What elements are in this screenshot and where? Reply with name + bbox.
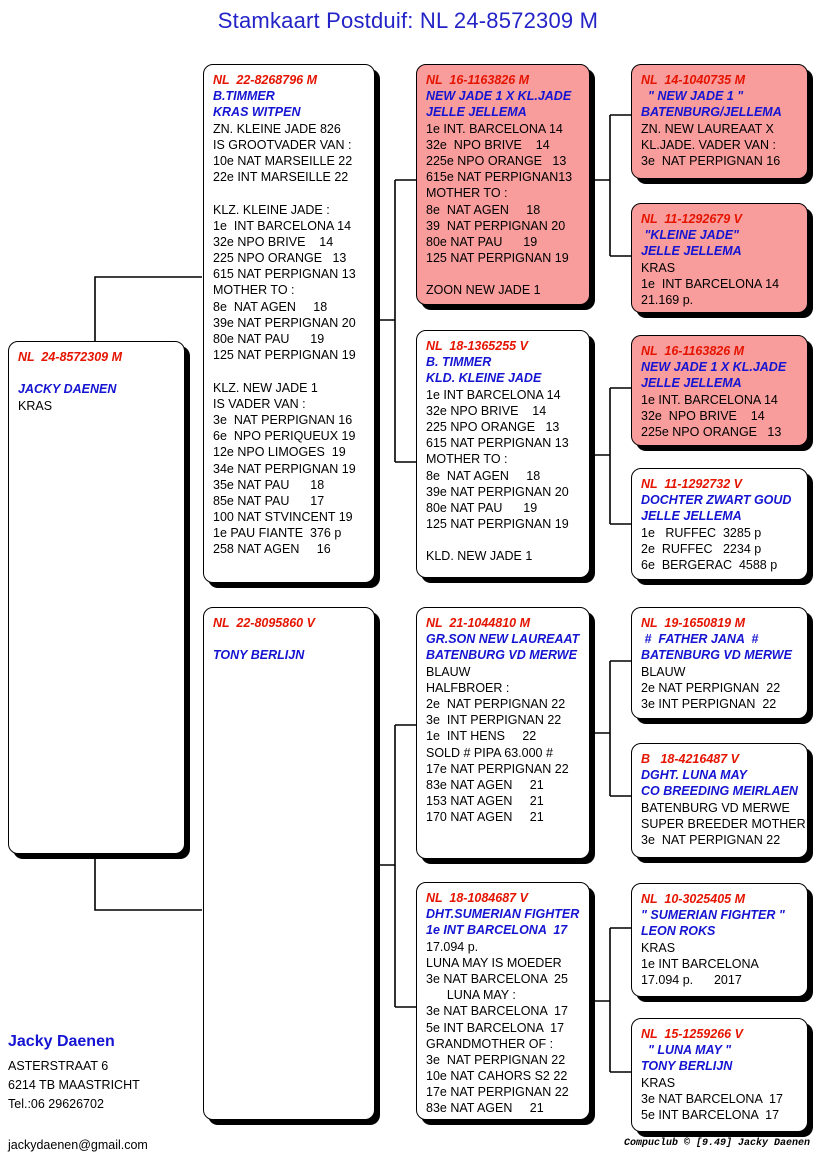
pedigree-text-line: MOTHER TO : [213, 283, 295, 298]
pedigree-text-line: NL 11-1292679 V [641, 212, 742, 226]
pedigree-text-line: 3e INT PERPIGNAN 22 [641, 696, 777, 711]
pedigree-text-line: 8e NAT AGEN 18 [426, 468, 541, 483]
pedigree-text-line: 8e NAT AGEN 18 [213, 299, 328, 314]
pedigree-text-line: 83e NAT AGEN 21 [426, 777, 544, 792]
pedigree-text-line: BLAUW [641, 664, 686, 679]
pedigree-text-line [426, 532, 585, 548]
connector-line [589, 661, 631, 796]
pedigree-text-line: IS GROOTVADER VAN : [213, 137, 352, 152]
pedigree-text-line: 85e NAT PAU 17 [213, 493, 325, 508]
pedigree-text-line: 83e NAT AGEN 21 [426, 1101, 544, 1116]
pedigree-text-line: 125 NAT PERPIGNAN 19 [426, 517, 569, 532]
owner-email: jackydaenen@gmail.com [8, 1138, 148, 1152]
pedigree-text-line: " SUMERIAN FIGHTER " [641, 908, 785, 923]
pedigree-text-line: 258 NAT AGEN 16 [213, 542, 331, 557]
pedigree-text-line: MOTHER TO : [426, 452, 508, 467]
pedigree-box-ss-sire [631, 64, 808, 179]
pedigree-text-line: KLD. NEW JADE 1 [426, 549, 533, 564]
pedigree-text-line: 1e RUFFEC 3285 p [641, 525, 762, 540]
pedigree-text-line: NEW JADE 1 X KL.JADE [426, 89, 572, 104]
pedigree-text-line: 3e NAT BARCELONA 17 [426, 1004, 568, 1019]
pedigree-text-line: 2e NAT PERPIGNAN 22 [426, 696, 566, 711]
pedigree-text-line: ZN. NEW LAUREAAT X [641, 121, 774, 136]
pedigree-text-line: 3e NAT BARCELONA 17 [641, 1091, 783, 1106]
pedigree-text-line: 39e NAT PERPIGNAN 20 [213, 315, 356, 330]
pedigree-text-line: MOTHER TO : [426, 186, 508, 201]
owner-name: Jacky Daenen [8, 1033, 115, 1050]
pedigree-text-line: 1e INT BARCELONA 14 [641, 276, 780, 291]
pedigree-text-line: B 18-4216487 V [641, 752, 739, 766]
connector-line [589, 928, 631, 1072]
pedigree-text-line: B.TIMMER [213, 89, 275, 104]
pedigree-text-line: 32e NPO BRIVE 14 [426, 403, 547, 418]
pedigree-text-line: GRANDMOTHER OF : [426, 1036, 554, 1051]
pedigree-text-line: 8e NAT AGEN 18 [426, 202, 541, 217]
pedigree-text-line: 10e NAT MARSEILLE 22 [213, 153, 353, 168]
connector-line [589, 115, 631, 256]
pedigree-text-line: 615 NAT PERPIGNAN 13 [426, 436, 569, 451]
pedigree-text-line: 80e NAT PAU 19 [213, 332, 325, 346]
pedigree-text-line: " LUNA MAY " [641, 1043, 732, 1058]
pedigree-text-line: 17e NAT PERPIGNAN 22 [426, 1085, 569, 1100]
pedigree-text-line: SUPER BREEDER MOTHER [641, 816, 806, 831]
pedigree-text-line: 3e NAT PERPIGNAN 16 [641, 153, 781, 168]
pedigree-text-line: 1e INT. BARCELONA 14 [641, 392, 778, 407]
pedigree-text-line: 1e INT BARCELONA 14 [213, 218, 352, 233]
pedigree-text-line: 170 NAT AGEN 21 [426, 810, 544, 825]
pedigree-text-line: 100 NAT STVINCENT 19 [213, 510, 353, 525]
pedigree-text-line: LUNA MAY : [426, 988, 516, 1003]
pedigree-text-line: TONY BERLIJN [213, 648, 305, 663]
pedigree-box-sire [203, 64, 375, 583]
pedigree-text-line: BATENBURG/JELLEMA [641, 105, 782, 120]
pedigree-text-line [213, 185, 370, 201]
pedigree-text-line: JELLE JELLEMA [641, 244, 742, 259]
pedigree-text-line: 5e INT BARCELONA 17 [426, 1020, 565, 1035]
pedigree-text-line: NL 18-1365255 V [426, 339, 528, 353]
pedigree-text-line: 6e NPO PERIQUEUX 19 [213, 429, 356, 444]
pedigree-text-line: 1e INT BARCELONA 14 [426, 387, 561, 402]
pedigree-text-line: 12e NPO LIMOGES 19 [213, 445, 346, 460]
pedigree-text-line: 17.094 p. 2017 [641, 972, 742, 987]
pedigree-text-line: NL 22-8095860 V [213, 616, 315, 630]
pedigree-text-line: 225 NPO ORANGE 13 [213, 251, 347, 266]
pedigree-text-line: 17e NAT PERPIGNAN 22 [426, 761, 569, 776]
pedigree-text-line: NL 24-8572309 M [18, 350, 122, 364]
pedigree-text-line: BATENBURG VD MERWE [641, 800, 790, 815]
pedigree-text-line: 80e NAT PAU 19 [426, 234, 538, 249]
pedigree-text-line: ZN. KLEINE JADE 826 [213, 121, 341, 136]
pedigree-text-line: 2e RUFFEC 2234 p [641, 541, 762, 556]
pedigree-box-ds-dam [631, 743, 808, 858]
owner-info [8, 1033, 208, 1152]
pedigree-text-line: B. TIMMER [426, 355, 492, 370]
pedigree-text-line: 1e INT HENS 22 [426, 729, 537, 744]
pedigree-text-line: IS VADER VAN : [213, 396, 306, 411]
pedigree-text-line: KLZ. NEW JADE 1 [213, 380, 318, 395]
pedigree-text-line: 34e NAT PERPIGNAN 19 [213, 461, 356, 476]
pedigree-text-line: 3e NAT BARCELONA 25 [426, 971, 568, 986]
pedigree-text-line: " NEW JADE 1 " [641, 89, 744, 104]
connector-line [589, 388, 631, 524]
pedigree-text-line: 22e INT MARSEILLE 22 [213, 170, 349, 185]
pedigree-text-line: 32e NPO BRIVE 14 [641, 408, 765, 423]
pedigree-text-line: KL.JADE. VADER VAN : [641, 137, 776, 152]
pedigree-box-dam-sire [416, 607, 590, 859]
pedigree-text-line: SOLD # PIPA 63.000 # [426, 745, 553, 760]
pedigree-text-line: 10e NAT CAHORS S2 22 [426, 1069, 568, 1084]
pedigree-text-line: 32e NPO BRIVE 14 [426, 137, 550, 152]
pedigree-text-line: LEON ROKS [641, 924, 716, 939]
pedigree-text-line: NL 16-1163826 M [641, 344, 745, 358]
pedigree-text-line: HALFBROER : [426, 680, 510, 695]
connector-line [374, 180, 416, 462]
pedigree-text-line: 3e NAT PERPIGNAN 16 [213, 412, 353, 427]
pedigree-text-line: 2e NAT PERPIGNAN 22 [641, 680, 781, 695]
owner-phone: Tel.:06 29626702 [8, 1097, 104, 1111]
pedigree-text-line: DGHT. LUNA MAY [641, 768, 748, 783]
pedigree-text-line: 1e INT. BARCELONA 14 [426, 121, 563, 136]
pedigree-text-line: 125 NAT PERPIGNAN 19 [426, 251, 569, 266]
pedigree-text-line: KRAS [641, 1075, 676, 1090]
pedigree-text-line: NEW JADE 1 X KL.JADE [641, 360, 787, 375]
pedigree-text-line: 1e PAU FIANTE 376 p [213, 526, 342, 541]
pedigree-text-line: KLZ. KLEINE JADE : [213, 202, 330, 217]
pedigree-box-dam-dam [416, 882, 590, 1120]
pedigree-text-line: 1e INT BARCELONA [641, 956, 759, 971]
pedigree-text-line: NL 14-1040735 M [641, 73, 745, 87]
pedigree-text-line: NL 10-3025405 M [641, 892, 745, 906]
pedigree-text-line: 39 NAT PERPIGNAN 20 [426, 218, 566, 233]
pedigree-text-line: KLD. KLEINE JADE [426, 371, 542, 386]
pedigree-text-line: NL 16-1163826 M [426, 73, 530, 87]
pedigree-text-line: 615e NAT PERPIGNAN13 [426, 170, 573, 185]
pedigree-text-line: KRAS [641, 260, 676, 275]
pedigree-text-line: JACKY DAENEN [18, 382, 117, 397]
pedigree-text-line: 225e NPO ORANGE 13 [426, 153, 567, 168]
pedigree-box-sire-sire [416, 64, 590, 305]
pedigree-box-dd-sire [631, 883, 808, 997]
pedigree-text-line [213, 363, 370, 379]
pedigree-text-line: BATENBURG VD MERWE [641, 648, 792, 663]
pedigree-text-line: GR.SON NEW LAUREAAT [426, 632, 580, 647]
pedigree-box-sd-sire [631, 335, 808, 446]
pedigree-text-line: 17.094 p. [426, 939, 479, 954]
pedigree-text-line: 6e BERGERAC 4588 p [641, 557, 778, 572]
pedigree-box-ss-dam [631, 203, 808, 313]
pedigree-text-line: BLAUW [426, 664, 471, 679]
pedigree-text-line: 3e NAT PERPIGNAN 22 [641, 832, 781, 847]
pedigree-text-line: NL 11-1292732 V [641, 477, 742, 491]
pedigree-text-line [426, 266, 585, 282]
pedigree-text-line: 32e NPO BRIVE 14 [213, 234, 334, 249]
pedigree-text-line: NL 19-1650819 M [641, 616, 745, 630]
pedigree-text-line: DHT.SUMERIAN FIGHTER [426, 907, 580, 922]
pedigree-text-line: 35e NAT PAU 18 [213, 477, 325, 492]
pedigree-box-sire-dam [416, 330, 590, 578]
pedigree-text-line: TONY BERLIJN [641, 1059, 733, 1074]
pedigree-text-line: 125 NAT PERPIGNAN 19 [213, 348, 356, 363]
pedigree-text-line: NL 18-1084687 V [426, 891, 528, 905]
pedigree-box-subject [8, 341, 185, 854]
pedigree-box-sd-dam [631, 468, 808, 580]
pedigree-text-line: KRAS WITPEN [213, 105, 301, 120]
connector-line [95, 853, 202, 910]
pedigree-text-line: NL 15-1259266 V [641, 1027, 743, 1041]
pedigree-box-ds-sire [631, 607, 808, 719]
pedigree-text-line: JELLE JELLEMA [641, 376, 742, 391]
pedigree-text-line: JELLE JELLEMA [641, 509, 742, 524]
pedigree-text-line: KRAS [18, 398, 53, 413]
pedigree-text-line: JELLE JELLEMA [426, 105, 527, 120]
pedigree-text-line: 1e INT BARCELONA 17 [426, 923, 568, 938]
pedigree-text-line: BATENBURG VD MERWE [426, 648, 577, 663]
pedigree-text-line: NL 21-1044810 M [426, 616, 530, 630]
owner-address-line1: ASTERSTRAAT 6 [8, 1059, 109, 1073]
footer-credit: Compuclub © [9.49] Jacky Daenen [623, 1138, 810, 1149]
owner-address-line2: 6214 TB MAASTRICHT [8, 1078, 140, 1092]
pedigree-text-line: 5e INT BARCELONA 17 [641, 1107, 780, 1122]
connector-line [95, 277, 202, 341]
pedigree-text-line: 39e NAT PERPIGNAN 20 [426, 484, 569, 499]
pedigree-text-line: LUNA MAY IS MOEDER [426, 955, 562, 970]
pedigree-text-line: ZOON NEW JADE 1 [426, 283, 541, 298]
pedigree-box-dd-dam [631, 1018, 808, 1132]
pedigree-text-line [18, 365, 180, 381]
pedigree-text-line: 80e NAT PAU 19 [426, 500, 538, 515]
page-title: Stamkaart Postduif: NL 24-8572309 M [217, 8, 599, 33]
connector-line [374, 725, 416, 1007]
pedigree-text-line: 153 NAT AGEN 21 [426, 794, 544, 809]
pedigree-text-line: 225e NPO ORANGE 13 [641, 424, 782, 439]
pedigree-text-line: 225 NPO ORANGE 13 [426, 419, 560, 434]
pedigree-text-line: 3e NAT PERPIGNAN 22 [426, 1052, 566, 1067]
pedigree-text-line: 21.169 p. [641, 292, 694, 307]
pedigree-text-line: NL 22-8268796 M [213, 73, 317, 87]
pedigree-text-line: KRAS [641, 940, 676, 955]
pedigree-box-dam [203, 607, 375, 1120]
pedigree-text-line [213, 631, 370, 647]
pedigree-text-line: 3e INT PERPIGNAN 22 [426, 713, 562, 728]
pedigree-text-line: # FATHER JANA # [641, 632, 759, 647]
pedigree-text-line: CO BREEDING MEIRLAEN [641, 784, 798, 799]
pedigree-text-line: DOCHTER ZWART GOUD [641, 493, 792, 508]
pedigree-text-line: "KLEINE JADE" [641, 228, 739, 243]
pedigree-text-line: 615 NAT PERPIGNAN 13 [213, 267, 356, 282]
